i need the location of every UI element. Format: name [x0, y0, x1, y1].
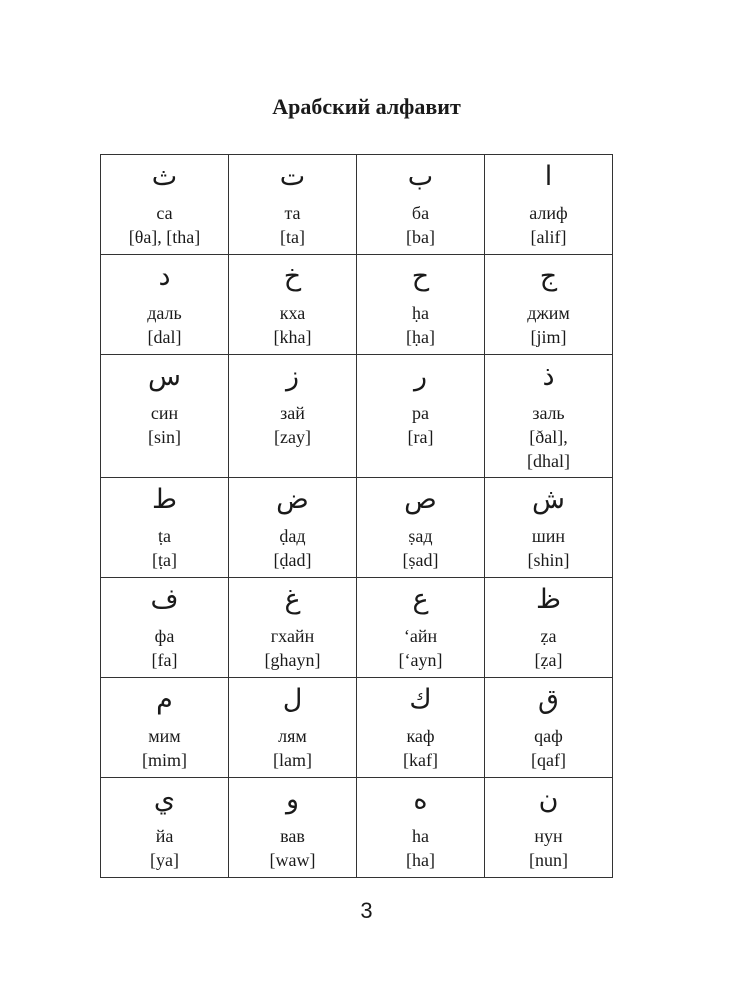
letter-name: лям — [278, 726, 307, 746]
letter-transliteration: [lam] — [273, 750, 312, 770]
arabic-letter: ا — [544, 161, 553, 192]
letter-transliteration: [qaf] — [531, 750, 566, 770]
letter-name: алиф — [529, 203, 568, 223]
letter-cell — [229, 355, 357, 478]
arabic-letter: ل — [282, 684, 303, 715]
arabic-letter: ت — [279, 161, 306, 192]
letter-transliteration: [mim] — [142, 750, 187, 770]
letter-name: ра — [412, 403, 429, 423]
letter-name: ‘айн — [403, 626, 438, 646]
letter-name: шин — [531, 526, 566, 546]
letter-cell — [101, 578, 229, 678]
table-row — [101, 155, 613, 255]
arabic-letter: ث — [151, 161, 178, 192]
letter-cell — [229, 155, 357, 255]
arabic-letter: خ — [283, 261, 302, 292]
arabic-letter: ك — [409, 684, 432, 715]
page-title: Арабский алфавит — [272, 94, 461, 119]
page-number: 3 — [360, 898, 373, 923]
arabic-letter: ض — [276, 484, 309, 515]
arabic-letter: ذ — [542, 361, 555, 392]
letter-transliteration: [sin] — [148, 427, 181, 447]
arabic-letter: ط — [152, 484, 177, 515]
letter-cell — [485, 255, 613, 355]
letter-transliteration: [ṭa] — [152, 550, 177, 570]
arabic-letter: ظ — [536, 584, 561, 615]
arabic-letter: ج — [539, 261, 558, 292]
letter-name: ṭa — [158, 526, 171, 546]
letter-transliteration: [dal] — [147, 327, 182, 347]
arabic-letter: س — [148, 361, 181, 392]
letter-transliteration: [θa], [tha] — [128, 227, 201, 247]
arabic-letter: ف — [150, 584, 179, 615]
letter-cell — [485, 578, 613, 678]
letter-transliteration: [ta] — [280, 227, 305, 247]
letter-cell — [229, 778, 357, 878]
letter-cell — [229, 578, 357, 678]
letter-name: джим — [527, 303, 570, 323]
letter-name: вав — [280, 826, 305, 846]
letter-name: каф — [406, 726, 435, 746]
arabic-letter: ي — [153, 784, 176, 815]
letter-transliteration: [zay] — [274, 427, 311, 447]
letter-name: нун — [534, 826, 563, 846]
letter-cell — [357, 255, 485, 355]
letter-transliteration: [‘ayn] — [398, 650, 443, 670]
letter-name: зай — [280, 403, 305, 423]
arabic-letter: ص — [404, 484, 437, 515]
arabic-letter: د — [158, 261, 171, 292]
arabic-letter: ز — [285, 361, 300, 392]
letter-name: фа — [154, 626, 175, 646]
letter-transliteration: [fa] — [151, 650, 178, 670]
letter-cell — [357, 678, 485, 778]
table-row — [101, 355, 613, 478]
letter-cell — [229, 478, 357, 578]
arabic-letter: ق — [538, 684, 559, 715]
letter-cell — [357, 155, 485, 255]
letter-name: ḥa — [412, 303, 429, 323]
letter-transliteration: [kaf] — [403, 750, 438, 770]
letter-cell — [485, 678, 613, 778]
table-row — [101, 678, 613, 778]
letter-cell — [101, 778, 229, 878]
letter-cell — [485, 778, 613, 878]
letter-cell — [101, 478, 229, 578]
letter-transliteration: [kha] — [273, 327, 312, 347]
letter-name: ṣад — [408, 526, 433, 546]
letter-cell — [357, 578, 485, 678]
letter-cell — [101, 355, 229, 478]
arabic-letter: ن — [538, 784, 559, 815]
letter-name: даль — [147, 303, 182, 323]
letter-name: ḍад — [279, 526, 306, 546]
letter-name: йа — [155, 826, 174, 846]
table-row — [101, 478, 613, 578]
arabic-letter: ع — [412, 584, 429, 615]
letter-transliteration: [nun] — [529, 850, 568, 870]
letter-transliteration: [ðal], [dhal] — [527, 427, 570, 471]
letter-cell — [357, 355, 485, 478]
letter-cell — [357, 778, 485, 878]
letter-name: кха — [279, 303, 306, 323]
letter-name: та — [284, 203, 301, 223]
arabic-letter: ب — [407, 161, 434, 192]
letter-transliteration: [ya] — [150, 850, 179, 870]
letter-name: qaф — [534, 726, 563, 746]
letter-name: син — [150, 403, 179, 423]
letter-transliteration: [ḥa] — [406, 327, 435, 347]
letter-name: гхайн — [270, 626, 315, 646]
letter-transliteration: [ha] — [406, 850, 435, 870]
letter-cell — [229, 678, 357, 778]
table-row — [101, 778, 613, 878]
letter-name: зaль — [532, 403, 565, 423]
letter-cell — [101, 255, 229, 355]
letter-cell — [485, 355, 613, 478]
letter-cell — [101, 678, 229, 778]
table-row — [101, 255, 613, 355]
arabic-letter: م — [156, 684, 173, 715]
letter-cell — [485, 478, 613, 578]
letter-transliteration: [jim] — [530, 327, 567, 347]
arabic-letter: غ — [284, 584, 301, 615]
letter-transliteration: [ẓa] — [534, 650, 563, 670]
letter-name: мим — [148, 726, 181, 746]
letter-transliteration: [ba] — [406, 227, 435, 247]
letter-transliteration: [alif] — [530, 227, 567, 247]
letter-cell — [229, 255, 357, 355]
letter-transliteration: [shin] — [527, 550, 570, 570]
letter-name: са — [156, 203, 173, 223]
arabic-letter: ش — [532, 484, 565, 515]
letter-transliteration: [waw] — [269, 850, 316, 870]
alphabet-table — [100, 154, 613, 878]
arabic-letter: و — [285, 784, 300, 815]
arabic-letter: ح — [411, 261, 430, 292]
letter-transliteration: [ḍad] — [273, 550, 312, 570]
arabic-letter: ه — [413, 784, 428, 815]
letter-name: ба — [411, 203, 430, 223]
table-row — [101, 578, 613, 678]
letter-transliteration: [ghayn] — [264, 650, 321, 670]
letter-cell — [101, 155, 229, 255]
letter-name: ẓa — [540, 626, 557, 646]
letter-transliteration: [ṣad] — [402, 550, 439, 570]
letter-transliteration: [ra] — [407, 427, 434, 447]
letter-cell — [357, 478, 485, 578]
letter-cell — [485, 155, 613, 255]
letter-name: ha — [412, 826, 429, 846]
arabic-letter: ر — [413, 361, 428, 392]
